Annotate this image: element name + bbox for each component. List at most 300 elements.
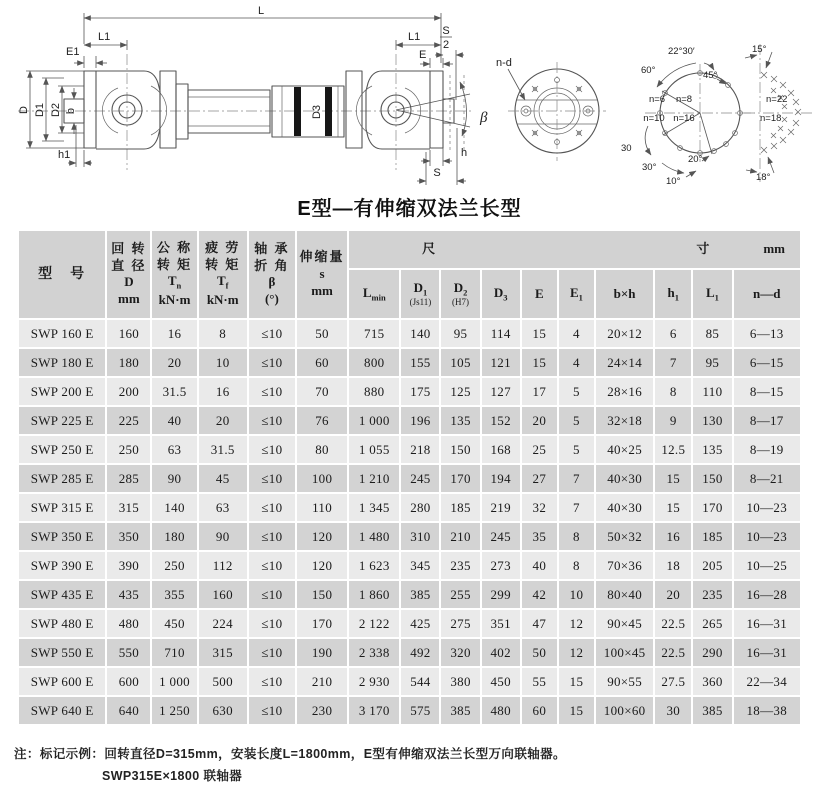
cell-Tn: 140	[151, 493, 197, 522]
cell-Tn: 16	[151, 319, 197, 348]
cell-bxh: 70×36	[595, 551, 654, 580]
cell-beta: ≤10	[248, 319, 296, 348]
cell-L1: 290	[692, 638, 732, 667]
cell-D2: 105	[440, 348, 480, 377]
cell-E1: 15	[558, 667, 595, 696]
cell-n-d: 8—15	[733, 377, 802, 406]
header-line: 折 角	[254, 257, 290, 273]
cell-h1: 6	[654, 319, 692, 348]
cell-D3: 402	[481, 638, 521, 667]
col-header-D1: $D_1$ (Js11)	[400, 269, 440, 319]
cell-E: 47	[521, 609, 558, 638]
cell-E1: 15	[558, 696, 595, 725]
cell-D: 285	[106, 464, 151, 493]
cell-D: 315	[106, 493, 151, 522]
cell-D3: 450	[481, 667, 521, 696]
cell-model: SWP 315 E	[18, 493, 106, 522]
note-prefix: 注：	[14, 747, 40, 761]
cell-L1: 150	[692, 464, 732, 493]
dim-label-D3: D3	[311, 104, 323, 120]
cell-beta: ≤10	[248, 522, 296, 551]
table-body	[18, 319, 801, 725]
cell-Lmin: 715	[348, 319, 400, 348]
header-line: 直 径	[111, 257, 147, 273]
cell-D3: 194	[481, 464, 521, 493]
cell-h1: 15	[654, 464, 692, 493]
cell-h1: 18	[654, 551, 692, 580]
cell-Tf: 500	[198, 667, 248, 696]
cell-D3: 273	[481, 551, 521, 580]
cell-beta: ≤10	[248, 377, 296, 406]
cell-model: SWP 435 E	[18, 580, 106, 609]
cell-n-d: 18—38	[733, 696, 802, 725]
cell-Tf: 630	[198, 696, 248, 725]
cell-Lmin: 2 122	[348, 609, 400, 638]
cell-s: 100	[296, 464, 348, 493]
cell-E: 15	[521, 319, 558, 348]
col-header-nominal-torque	[151, 230, 197, 319]
cell-Tn: 355	[151, 580, 197, 609]
cell-D1: 310	[400, 522, 440, 551]
angle-label-18: 18°	[756, 172, 771, 183]
cell-Tf: 10	[198, 348, 248, 377]
cell-s: 70	[296, 377, 348, 406]
cell-L1: 130	[692, 406, 732, 435]
cell-D3: 480	[481, 696, 521, 725]
cell-E1: 4	[558, 319, 595, 348]
header-line: 回 转	[111, 241, 147, 257]
header-line: 转 矩	[205, 256, 241, 272]
cell-bxh: 50×32	[595, 522, 654, 551]
bolt-pattern-side-diagram	[744, 44, 815, 183]
cell-s: 50	[296, 319, 348, 348]
cardan-shaft-technical-drawing	[0, 0, 819, 196]
cell-D3: 351	[481, 609, 521, 638]
cell-D2: 95	[440, 319, 480, 348]
dim-label-h: h	[461, 147, 468, 159]
cell-Tf: 90	[198, 522, 248, 551]
col-header-L1: $L_1$	[692, 269, 732, 319]
cell-Tf: 8	[198, 319, 248, 348]
cell-D2: 235	[440, 551, 480, 580]
table-row	[18, 609, 801, 638]
cell-Tn: 450	[151, 609, 197, 638]
cell-L1: 235	[692, 580, 732, 609]
cell-D2: 385	[440, 696, 480, 725]
header-line: 公 称	[156, 240, 193, 256]
note	[14, 744, 566, 784]
cell-D2: 125	[440, 377, 480, 406]
cell-Tn: 40	[151, 406, 197, 435]
count-label-n22: n=22	[766, 94, 788, 105]
cell-Tf: 224	[198, 609, 248, 638]
cell-h1: 7	[654, 348, 692, 377]
header-symbol: $T_f$	[216, 272, 229, 291]
cell-beta: ≤10	[248, 551, 296, 580]
cell-D1: 385	[400, 580, 440, 609]
cell-model: SWP 250 E	[18, 435, 106, 464]
cell-n-d: 8—19	[733, 435, 802, 464]
angle-label-30b: 30°	[642, 162, 657, 173]
cell-D2: 320	[440, 638, 480, 667]
header-symbol: D	[124, 273, 134, 289]
dims-group-unit: mm	[763, 241, 785, 257]
header-unit: mm	[311, 282, 333, 298]
table-row	[18, 377, 801, 406]
cell-D3: 127	[481, 377, 521, 406]
angle-label-30a: 30	[621, 143, 632, 154]
cell-E1: 7	[558, 493, 595, 522]
dim-label-S-denominator: 2	[442, 39, 450, 51]
cell-D1: 492	[400, 638, 440, 667]
dim-label-n-d: n-d	[496, 57, 512, 69]
cell-Tf: 160	[198, 580, 248, 609]
cell-h1: 27.5	[654, 667, 692, 696]
cell-s: 170	[296, 609, 348, 638]
angle-label-45: 45°	[703, 70, 718, 81]
table-row	[18, 435, 801, 464]
cell-bxh: 80×40	[595, 580, 654, 609]
cell-D1: 155	[400, 348, 440, 377]
cell-L1: 205	[692, 551, 732, 580]
cell-h1: 22.5	[654, 638, 692, 667]
table-row	[18, 464, 801, 493]
cell-Lmin: 1 480	[348, 522, 400, 551]
cell-D2: 275	[440, 609, 480, 638]
cell-E1: 10	[558, 580, 595, 609]
cell-n-d: 6—15	[733, 348, 802, 377]
col-header-model: 型 号	[18, 230, 106, 319]
table-row	[18, 348, 801, 377]
cell-D3: 245	[481, 522, 521, 551]
cell-model: SWP 350 E	[18, 522, 106, 551]
cell-n-d: 16—28	[733, 580, 802, 609]
cell-D: 180	[106, 348, 151, 377]
dim-label-L1-left: L1	[98, 31, 111, 43]
cell-s: 60	[296, 348, 348, 377]
cell-model: SWP 180 E	[18, 348, 106, 377]
cell-n-d: 16—31	[733, 609, 802, 638]
cell-s: 150	[296, 580, 348, 609]
cell-bxh: 32×18	[595, 406, 654, 435]
page-title: E型—有伸缩双法兰长型	[297, 198, 522, 220]
cell-L1: 385	[692, 696, 732, 725]
cell-Tf: 31.5	[198, 435, 248, 464]
cell-Tf: 315	[198, 638, 248, 667]
cell-model: SWP 550 E	[18, 638, 106, 667]
cell-E: 17	[521, 377, 558, 406]
cell-Lmin: 1 345	[348, 493, 400, 522]
table-row	[18, 551, 801, 580]
note-line2: SWP315E×1800 联轴器	[102, 769, 243, 783]
count-label-n6: n=6	[648, 94, 666, 105]
cell-D1: 245	[400, 464, 440, 493]
cell-E: 32	[521, 493, 558, 522]
dim-label-h1: h1	[58, 149, 71, 161]
cell-E1: 8	[558, 551, 595, 580]
cell-n-d: 22—34	[733, 667, 802, 696]
cell-E1: 5	[558, 377, 595, 406]
cell-bxh: 24×14	[595, 348, 654, 377]
table-row	[18, 522, 801, 551]
cell-model: SWP 200 E	[18, 377, 106, 406]
cell-beta: ≤10	[248, 464, 296, 493]
cell-n-d: 6—13	[733, 319, 802, 348]
header-line: 伸缩量	[299, 249, 345, 265]
cell-Tn: 1 250	[151, 696, 197, 725]
dim-label-E: E	[419, 49, 427, 61]
angle-label-15: 15°	[752, 44, 767, 55]
cell-D1: 175	[400, 377, 440, 406]
count-label-n10: n=10	[643, 113, 665, 124]
cell-Tf: 20	[198, 406, 248, 435]
cell-s: 120	[296, 522, 348, 551]
cell-beta: ≤10	[248, 406, 296, 435]
cell-D3: 121	[481, 348, 521, 377]
header-unit: kN·m	[158, 291, 191, 307]
header-line: 轴 承	[254, 241, 290, 257]
cell-Tf: 45	[198, 464, 248, 493]
col-header-dimensions-group	[348, 230, 801, 269]
cell-beta: ≤10	[248, 493, 296, 522]
table-row	[18, 696, 801, 725]
cell-L1: 95	[692, 348, 732, 377]
cell-L1: 170	[692, 493, 732, 522]
angle-label-10: 10°	[666, 176, 681, 187]
cell-E1: 8	[558, 522, 595, 551]
cell-h1: 30	[654, 696, 692, 725]
cell-model: SWP 390 E	[18, 551, 106, 580]
cell-Lmin: 800	[348, 348, 400, 377]
col-header-bearing-angle	[248, 230, 296, 319]
cell-beta: ≤10	[248, 696, 296, 725]
cell-h1: 9	[654, 406, 692, 435]
dim-label-D: D	[18, 106, 30, 114]
cell-model: SWP 480 E	[18, 609, 106, 638]
cell-n-d: 10—23	[733, 522, 802, 551]
cell-bxh: 90×45	[595, 609, 654, 638]
cell-E: 50	[521, 638, 558, 667]
dim-label-E1: E1	[66, 46, 80, 58]
cell-D: 250	[106, 435, 151, 464]
cell-L1: 185	[692, 522, 732, 551]
cell-D1: 425	[400, 609, 440, 638]
cell-D2: 170	[440, 464, 480, 493]
col-header-E: E	[521, 269, 558, 319]
cell-beta: ≤10	[248, 609, 296, 638]
cell-Lmin: 1 623	[348, 551, 400, 580]
cell-h1: 15	[654, 493, 692, 522]
dim-label-D2: D2	[50, 102, 62, 118]
cell-bxh: 20×12	[595, 319, 654, 348]
cell-E: 25	[521, 435, 558, 464]
dim-label-L1-right: L1	[408, 31, 421, 43]
cell-Lmin: 2 930	[348, 667, 400, 696]
cell-h1: 22.5	[654, 609, 692, 638]
cell-Tf: 63	[198, 493, 248, 522]
dims-group-char1: 尺	[422, 241, 438, 257]
cell-D2: 210	[440, 522, 480, 551]
cell-D3: 114	[481, 319, 521, 348]
cell-s: 80	[296, 435, 348, 464]
cell-bxh: 28×16	[595, 377, 654, 406]
cell-E: 15	[521, 348, 558, 377]
table-row	[18, 319, 801, 348]
shaft-assembly-side-view	[18, 5, 488, 185]
cell-Tn: 63	[151, 435, 197, 464]
table-row	[18, 667, 801, 696]
cell-Tn: 31.5	[151, 377, 197, 406]
cell-D1: 280	[400, 493, 440, 522]
cell-h1: 8	[654, 377, 692, 406]
cell-E1: 12	[558, 638, 595, 667]
cell-beta: ≤10	[248, 638, 296, 667]
col-header-D3: $D_3$	[481, 269, 521, 319]
table-row	[18, 638, 801, 667]
angle-label-60: 60°	[641, 65, 656, 76]
cell-D: 390	[106, 551, 151, 580]
cell-E: 35	[521, 522, 558, 551]
cell-Tf: 112	[198, 551, 248, 580]
cell-Tn: 1 000	[151, 667, 197, 696]
cell-model: SWP 600 E	[18, 667, 106, 696]
cell-D3: 168	[481, 435, 521, 464]
header-unit: mm	[118, 290, 140, 306]
cell-E1: 5	[558, 435, 595, 464]
dims-group-char2: 寸	[696, 241, 712, 257]
cell-D: 435	[106, 580, 151, 609]
table-row	[18, 493, 801, 522]
cell-D: 225	[106, 406, 151, 435]
spec-table	[17, 229, 802, 726]
cell-L1: 85	[692, 319, 732, 348]
count-label-n18: n=18	[760, 113, 782, 124]
cell-s: 230	[296, 696, 348, 725]
cell-D: 480	[106, 609, 151, 638]
col-header-bxh: b×h	[595, 269, 654, 319]
header-symbol: $T_n$	[167, 272, 182, 291]
cell-beta: ≤10	[248, 348, 296, 377]
cell-h1: 12.5	[654, 435, 692, 464]
cell-beta: ≤10	[248, 580, 296, 609]
table-row	[18, 406, 801, 435]
cell-n-d: 10—23	[733, 493, 802, 522]
cell-Tn: 710	[151, 638, 197, 667]
seal-ring	[325, 87, 332, 136]
seal-ring	[294, 87, 301, 136]
cell-E: 27	[521, 464, 558, 493]
cell-D2: 150	[440, 435, 480, 464]
cell-model: SWP 160 E	[18, 319, 106, 348]
header-line: 疲 劳	[205, 240, 241, 256]
cell-D: 160	[106, 319, 151, 348]
table-row	[18, 580, 801, 609]
cell-E1: 12	[558, 609, 595, 638]
cell-E: 20	[521, 406, 558, 435]
header-unit: kN·m	[206, 291, 239, 307]
cell-E: 40	[521, 551, 558, 580]
count-label-n16: n=16	[673, 113, 695, 124]
cell-D1: 345	[400, 551, 440, 580]
cell-D: 640	[106, 696, 151, 725]
cell-D2: 185	[440, 493, 480, 522]
col-header-Lmin: $L_{min}$	[348, 269, 400, 319]
cell-Lmin: 1 210	[348, 464, 400, 493]
cell-D3: 219	[481, 493, 521, 522]
cell-D: 350	[106, 522, 151, 551]
cell-D1: 218	[400, 435, 440, 464]
cell-Tn: 90	[151, 464, 197, 493]
cell-Lmin: 1 055	[348, 435, 400, 464]
cell-Lmin: 3 170	[348, 696, 400, 725]
dim-label-S-numerator: S	[442, 25, 450, 37]
cell-L1: 360	[692, 667, 732, 696]
dim-label-L: L	[258, 5, 265, 17]
note-line1: 注：标记示例：回转直径D=315mm，安装长度L=1800mm，E型有伸缩双法兰长型万向联轴器。	[14, 747, 566, 761]
col-header-fatigue-torque	[198, 230, 248, 319]
cell-D1: 196	[400, 406, 440, 435]
cell-model: SWP 285 E	[18, 464, 106, 493]
col-header-D2: $D_2$ (H7)	[440, 269, 480, 319]
cell-bxh: 100×60	[595, 696, 654, 725]
cell-Tn: 20	[151, 348, 197, 377]
cell-L1: 110	[692, 377, 732, 406]
dim-label-beta: β	[480, 110, 488, 126]
cell-bxh: 40×25	[595, 435, 654, 464]
header-symbol: s	[319, 265, 325, 281]
cell-D: 600	[106, 667, 151, 696]
cell-D1: 544	[400, 667, 440, 696]
cell-n-d: 8—17	[733, 406, 802, 435]
cell-h1: 16	[654, 522, 692, 551]
cell-E: 55	[521, 667, 558, 696]
cell-Lmin: 1 000	[348, 406, 400, 435]
cell-s: 110	[296, 493, 348, 522]
cell-Tf: 16	[198, 377, 248, 406]
col-header-h1: $h_1$	[654, 269, 692, 319]
cell-D2: 135	[440, 406, 480, 435]
cell-n-d: 16—31	[733, 638, 802, 667]
cell-E1: 7	[558, 464, 595, 493]
cell-model: SWP 640 E	[18, 696, 106, 725]
cell-D3: 299	[481, 580, 521, 609]
cell-n-d: 8—21	[733, 464, 802, 493]
cell-h1: 20	[654, 580, 692, 609]
cell-Tn: 180	[151, 522, 197, 551]
count-label-n8: n=8	[675, 94, 693, 105]
cell-D1: 575	[400, 696, 440, 725]
cell-D: 550	[106, 638, 151, 667]
bolt-pattern-diagram	[621, 46, 755, 187]
dim-label-S: S	[433, 167, 441, 179]
cell-D2: 255	[440, 580, 480, 609]
col-header-rotation-diameter	[106, 230, 151, 319]
cell-E: 42	[521, 580, 558, 609]
cell-L1: 265	[692, 609, 732, 638]
col-header-E1: $E_1$	[558, 269, 595, 319]
cell-s: 210	[296, 667, 348, 696]
cell-s: 76	[296, 406, 348, 435]
cell-s: 120	[296, 551, 348, 580]
cell-Lmin: 880	[348, 377, 400, 406]
cell-L1: 135	[692, 435, 732, 464]
cell-Lmin: 2 338	[348, 638, 400, 667]
flange-front-view	[496, 57, 606, 161]
col-header-stroke	[296, 230, 348, 319]
angle-label-22-30: 22°30′	[668, 46, 695, 57]
cell-bxh: 90×55	[595, 667, 654, 696]
cell-Lmin: 1 860	[348, 580, 400, 609]
